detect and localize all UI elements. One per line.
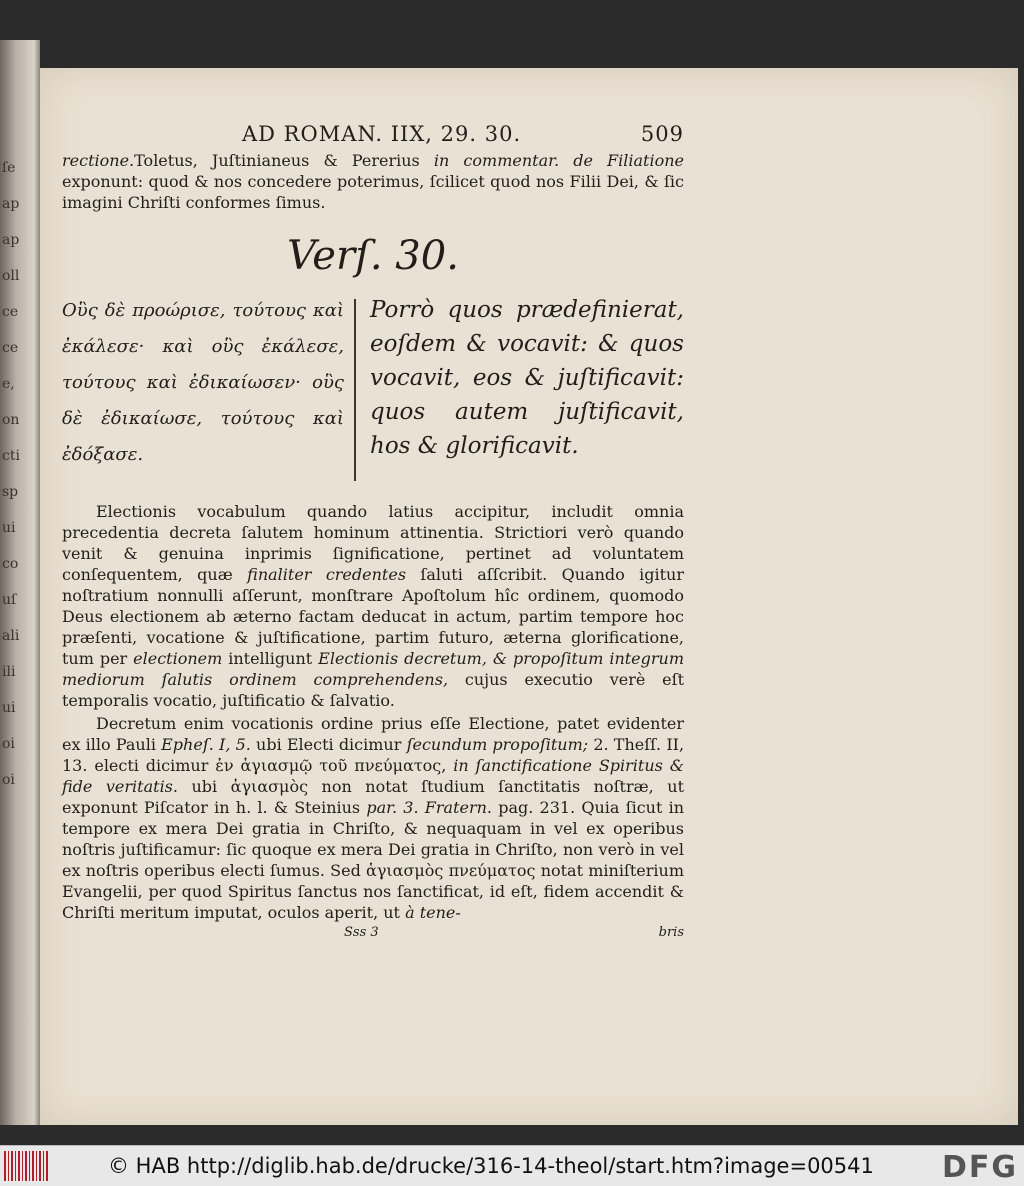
text-run: exponunt: quod & nos concedere poterimus, ſcilicet quod nos Filii Dei, & ſic imagini Chriſti conformes ſimus. — [62, 172, 684, 212]
column-divider — [354, 299, 356, 481]
text-run: rectione. — [62, 151, 135, 170]
adjacent-page-fragment: ui — [2, 520, 16, 536]
page-content — [62, 122, 684, 947]
section-heading: Verſ. 30. — [287, 233, 459, 279]
adjacent-page-fragment: co — [2, 556, 19, 572]
text-run: ſecundum propoſitum; — [406, 735, 589, 754]
adjacent-page-fragment: ui — [2, 700, 16, 716]
adjacent-page-fragment: ce — [2, 304, 19, 320]
text-run: pag. 231. Quia ſicut in tempore ex mera Dei gratia in Chriſto, & nequaquam in vel ex operibus noſtris juſtificamur: ſic quoque ex mera Dei gratia in Chriſto, non verò in vel ex noſtris operibus electi ſumus. Sed ἁγιασμὸς πνεύματος notat miniſterium Evangelii, per quod Spiritus ſanctus nos ſanctificat, id eſt, fidem accendit & Chriſti meritum imputat, oculos aperit, ut — [62, 798, 685, 922]
adjacent-page-edge — [0, 40, 40, 1125]
text-run: par. 3. Fratern. — [366, 798, 493, 817]
adjacent-page-fragment: oi — [2, 772, 15, 788]
text-run: ubi ἁγιασμὸς non notat ſtudium ſanctitatis noſtræ, ut exponunt Piſcator in h. l. & Steinius — [62, 777, 684, 817]
text-run: Toletus, Juſtinianeus & Pererius — [134, 151, 434, 170]
catchword: bris — [658, 925, 684, 940]
adjacent-page-fragment: sp — [2, 484, 19, 500]
text-run: in ſanctificatione Spiritus & fide veritatis. — [62, 756, 684, 796]
text-run: 2. Theſſ. II, 13. electi dicimur ἐν ἁγιασμῷ τοῦ πνεύματος, — [62, 735, 685, 775]
text-run: à tene- — [405, 903, 461, 922]
adjacent-page-fragment: oi — [2, 736, 15, 752]
book-page — [40, 68, 1018, 1125]
text-run: ubi Electi dicimur — [250, 735, 407, 754]
viewer-footer — [0, 1145, 1024, 1186]
signature-line — [62, 925, 684, 947]
commentary-paragraph-2 — [62, 713, 684, 923]
hab-barcode-icon — [4, 1151, 48, 1181]
text-run: Epheſ. I, 5. — [161, 735, 251, 754]
running-head-title: AD ROMAN. IIX, 29. 30. — [242, 122, 522, 146]
adjacent-page-fragment: ce — [2, 340, 19, 356]
adjacent-page-fragment: ali — [2, 628, 20, 644]
adjacent-page-fragment: cti — [2, 448, 20, 464]
text-run: Electionis decretum, & propoſitum integrum mediorum ſalutis ordinem comprehendens, — [62, 649, 685, 689]
adjacent-page-fragment: oll — [2, 268, 20, 284]
adjacent-page-fragment: ili — [2, 664, 16, 680]
adjacent-page-fragment: e, — [2, 376, 15, 392]
adjacent-page-fragment: on — [2, 412, 20, 428]
adjacent-page-fragment: ſe — [2, 160, 16, 176]
opening-paragraph — [62, 150, 684, 213]
running-head — [62, 122, 684, 150]
text-run: electionem — [133, 649, 223, 668]
text-run: Decretum enim vocationis ordine prius eſſe Electione, patet evidenter ex illo Pauli — [62, 714, 684, 754]
commentary-paragraph-1 — [62, 501, 684, 711]
adjacent-page-fragment: ap — [2, 232, 20, 248]
text-run: in commentar. de Filiatione — [433, 151, 684, 170]
signature-mark: Sss 3 — [344, 925, 379, 940]
dfg-logo: DFG — [941, 1150, 1018, 1185]
adjacent-page-fragment: uſ — [2, 592, 17, 608]
text-run: finaliter credentes — [247, 565, 407, 584]
text-run: intelligunt — [222, 649, 319, 668]
text-run: Electionis vocabulum quando latius accipitur, includit omnia precedentia decreta ſalutem hominum attinentia. Strictiori verò quando venit & genuina inprimis ſignificatione, pertinet ad voluntatem conſequentem, quæ — [62, 502, 684, 584]
parallel-text — [62, 293, 684, 481]
adjacent-page-fragment: ap — [2, 196, 20, 212]
text-run: ſaluti aſſcribit. Quando igitur noſtratium nonnulli aſſerunt, monſtrare Apoſtolum hîc ordinem, quomodo Deus electionem ab æterno factam deducat in actum, partim tempore hoc præſenti, vocatione & juſtificatione, partim futuro, æterna glorificatione, tum per — [62, 565, 684, 668]
copyright-url[interactable]: © HAB http://diglib.hab.de/drucke/316-14-theol/start.htm?image=00541 — [108, 1154, 874, 1178]
page-number: 509 — [640, 122, 684, 146]
latin-verse: Porrò quos prædefinierat, eoſdem & vocavit: & quos vocavit, eos & juſtificavit: quos autem juſtificavit, hos & glorificavit. — [370, 297, 684, 459]
greek-verse: Οὓς δὲ προώρισε, τούτους καὶ ἐκάλεσε· καὶ οὓς ἐκάλεσε, τούτους καὶ ἐδικαίωσεν· οὓς δὲ ἐδικαίωσε, τούτους καὶ ἐδόξασε. — [62, 300, 344, 465]
text-run: cujus executio verè eſt temporalis vocatio, juſtificatio & ſalvatio. — [62, 670, 684, 710]
